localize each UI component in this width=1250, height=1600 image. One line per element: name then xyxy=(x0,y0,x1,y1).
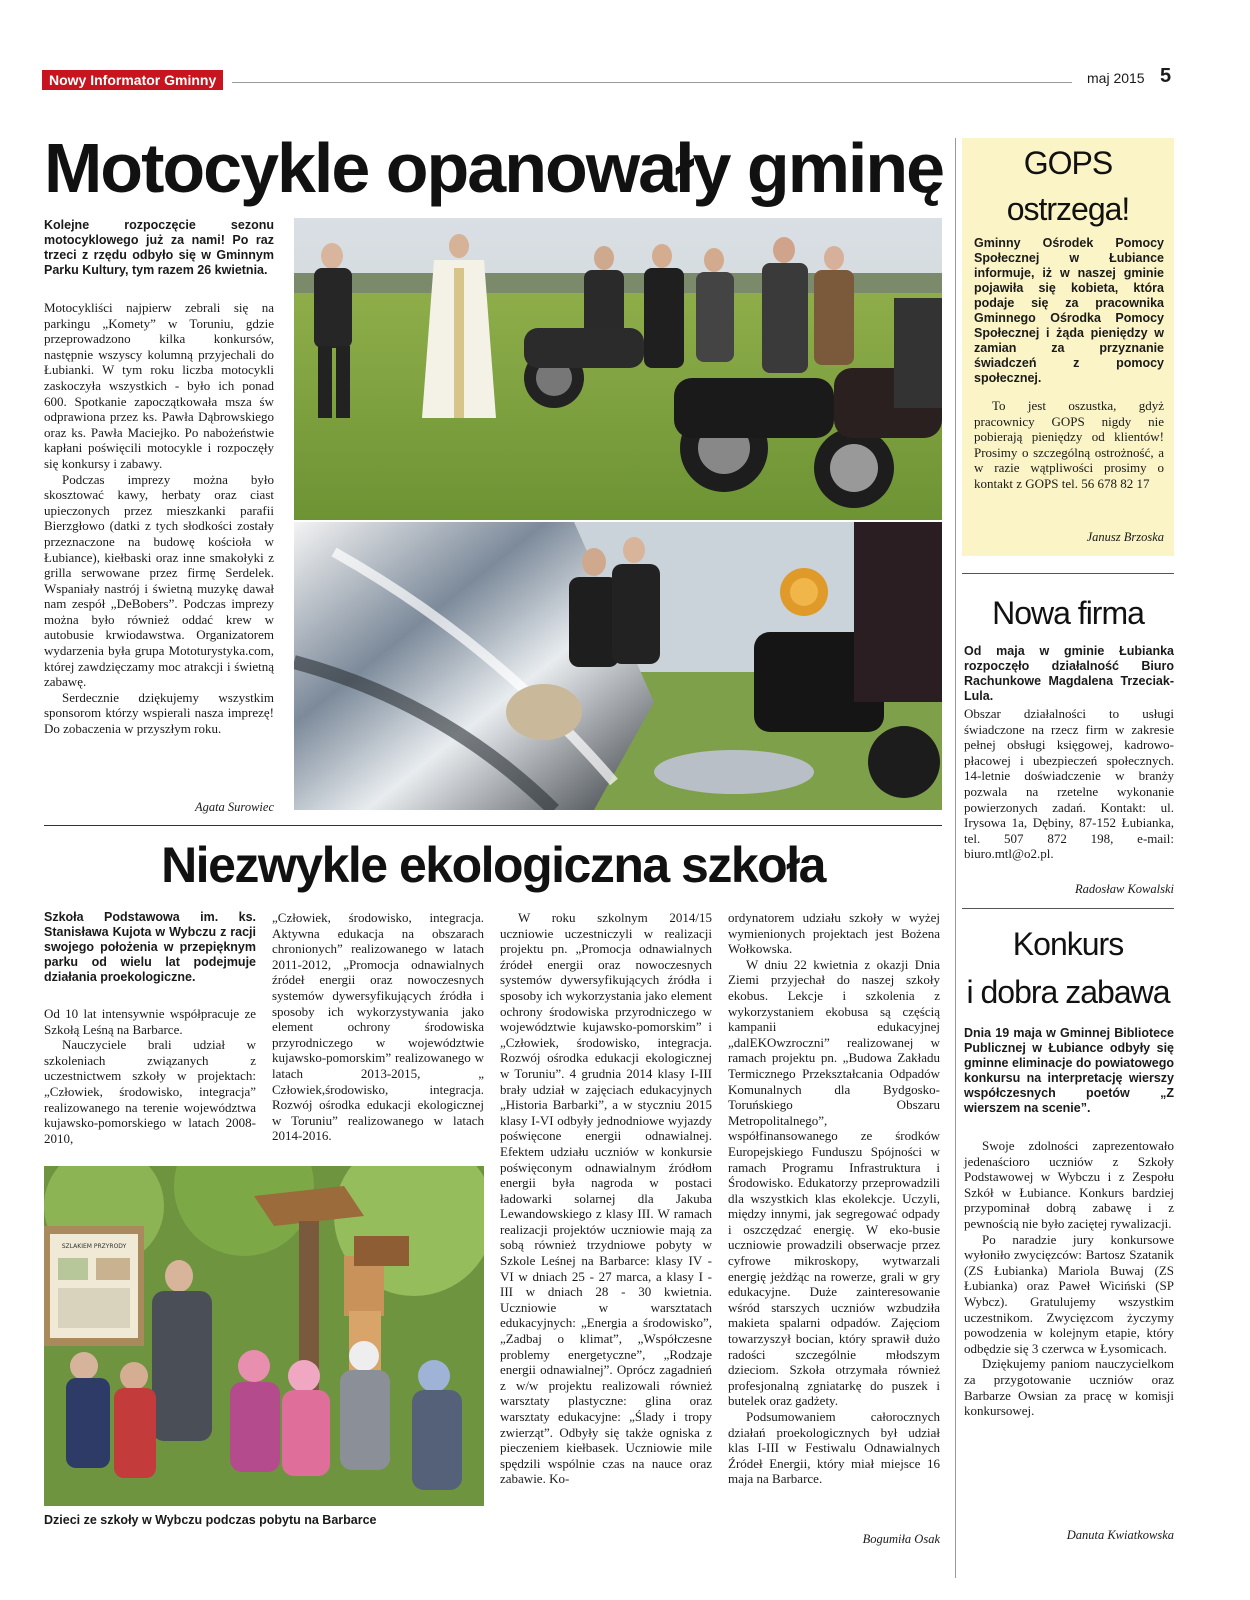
firma-author: Radosław Kowalski xyxy=(1075,882,1174,896)
gops-body xyxy=(974,398,1164,492)
motorcycle-blessing-photo xyxy=(294,218,942,520)
article2-paragraph: „Człowiek, środowisko, integracja. Aktywna edukacja na obszarach chronionych” realizowanego w latach 2011-2012, „Promocja odnawialnych źródeł energii oraz nowoczesnych systemów dywersyfikujących źródła i sposoby ich wykorzystywania jako element ochrony środowiska przyrodniczego w województwie kujawsko-pomorskim” realizowanego w latach 2013-2015, „ Człowiek,środowisko, integracja. Rozwój ośrodka edukacji ekologicznej w Toruniu” realizowanego w latach 2014-2016. xyxy=(272,910,484,1144)
konkurs-title xyxy=(962,920,1174,1016)
konkurs-title-line2: i dobra zabawa xyxy=(966,974,1170,1010)
article-divider xyxy=(44,825,942,826)
konkurs-author: Danuta Kwiatkowska xyxy=(1066,1528,1174,1542)
article1-paragraph: Serdecznie dziękujemy wszystkim sponsorom którzy wspierali nasza imprezę! Do zobaczenia w przyszłym roku. xyxy=(44,689,274,737)
article2-paragraph: Podsumowaniem całorocznych działań proekologicznych był udział klas I-III w Festiwalu Odnawialnych Źródeł Energii, który miał miejsce 16 maja na Barbarce. xyxy=(728,1409,940,1487)
page-number: 5 xyxy=(1160,65,1172,87)
info-board-title: SZLAKIEM PRZYRODY xyxy=(61,1243,127,1250)
gops-title xyxy=(962,140,1174,232)
gops-author: Janusz Brzoska xyxy=(1086,530,1164,544)
photo-caption: Dzieci ze szkoły w Wybczu podczas pobytu na Barbarce xyxy=(44,1513,377,1527)
firma-lead: Od maja w gminie Łubianka rozpoczęło działalność Biuro Rachunkowe Magdalena Trzeciak-Lula. xyxy=(964,644,1174,703)
article2-col4 xyxy=(728,910,940,1487)
article1-paragraph: Motocykliści najpierw zebrali się na parkingu „Komety” w Toruniu, gdzie przeprowadzono kilka konkursów, następnie wszyscy kolumną przyjechali do Łubianki. W tym roku liczba motocykli zaskoczyła wszystkich - było ich ponad 600. Spotkanie zapoczątkowała msza św odprawiona przez ks. Pawła Dąbrowskiego oraz ks. Pawła Maciejko. Po nabożeństwie kapłani poświęcili motocykle i rozpoczęły się konkursy i zabawy. xyxy=(44,300,274,471)
article2-author: Bogumiła Osak xyxy=(862,1532,940,1546)
firma-title: Nowa firma xyxy=(992,595,1144,631)
sidebar-rule xyxy=(962,573,1174,574)
publication-name: Nowy Informator Gminny xyxy=(42,70,223,90)
article2-paragraph: W roku szkolnym 2014/15 uczniowie uczestniczyli w realizacji projektu pn. „Promocja odnawialnych źródeł energii oraz nowoczesnych systemów dywersyfikujących źródła i sposoby ich wykorzystania jako element ochrony środowiska przyrodniczego w województwie kujawsko-pomorskim” i „Człowiek, środowisko, integracja. Rozwój ośrodka edukacji ekologicznej w Toruniu”. 4 grudnia 2014 klasy I-III brały udział w zajęciach edukacyjnych „Historia Barbarki”, a w styczniu 2015 klasy I-VI odbyły jednodniowe wyjazdy poświęcone energii odnawialnej. Efektem udziału uczniów w konkursie poświęconym odnawialnym źródłom energii była nagroda w postaci ładowarki solarnej dla Jakuba Lewandowskiego z klasy III. W ramach realizacji projektów uczniowie mają za sobą również trzydniowe pobyty w Szkole Leśnej na Barbarce: klasy IV - VI w dniach 25 - 27 marca, a klasy I - III w dniach 28 - 30 kwietnia. Uczniowie w warsztatach edukacyjnych: „Energia a środowisko”, „Zadbaj o klimat”, „Współczesne problemy energetyczne”, „Rodzaje energii odnawialnej”. Oprócz zagadnień z w/w projektu realizowali również warsztaty plastyczne: glina oraz warsztaty edukacyjne: „Ślady i tropy zwierząt”. Odbyły się także ogniska z pieczeniem kiełbasek. Uczniowie mile spędzili wspólnie czas na nauce oraz zabawie. Ko- xyxy=(500,910,712,1487)
article2-col3 xyxy=(500,910,712,1487)
article2-paragraph: W dniu 22 kwietnia z okazji Dnia Ziemi przyjechał do naszej szkoły ekobus. Lekcje i szkolenia z wykorzystaniem ekobusa są częścią kampanii edukacyjnej „dalEKOwzroczni” realizowanej w ramach projektu pn. „Budowa Zakładu Termicznego Przekształcania Odpadów Komunalnych dla Bydgosko-Toruńskiego Obszaru Metropolitalnego”, współfinansowanego ze środków Europejskiego Funduszu Spójności w ramach Programu Infrastruktura i Środowisko. Edukatorzy przeprowadzili dla wszystkich klas ekolekcje. Uczyli, między innymi, jak segregować odpady i oszczędzać energię. W eko-busie uczniowie prowadzili obserwacje przez cyfrowe mikroskopy, wytwarzali energię jeżdżąc na rowerze, grali w gry edukacyjne. Duże zainteresowanie wśród starszych uczniów wzbudziła makieta spalarni odpadów. Zajęciom towarzyszył bocian, który sprawił dużo radości szczególnie młodszym dzieciom. Szkoła otrzymała również profesjonalną zgniatarkę do puszek i butelek oraz gadżety. xyxy=(728,956,940,1409)
article2-paragraph: Od 10 lat intensywnie współpracuje ze Szkołą Leśną na Barbarce. xyxy=(44,1006,256,1037)
article2-headline: Niezwykle ekologiczna szkoła xyxy=(161,837,825,893)
article1-lead: Kolejne rozpoczęcie sezonu motocyklowego już za nami! Po raz trzeci z rzędu odbyło się w Gminnym Parku Kultury, tym razem 26 kwietnia. xyxy=(44,218,274,277)
article1-body xyxy=(44,300,274,737)
chrome-motorcycle-photo xyxy=(294,522,942,810)
article2-lead: Szkoła Podstawowa im. ks. Stanisława Kujota w Wybczu z racji swojego położenia w przepięknym parku od wielu lat podejmuje działania proekologiczne. xyxy=(44,910,256,984)
article2-paragraph: ordynatorem udziału szkoły w wyżej wymienionych projektach jest Bożena Wołkowska. xyxy=(728,910,940,957)
gops-title-line2: ostrzega! xyxy=(1006,191,1130,227)
konkurs-body xyxy=(964,1138,1174,1419)
konkurs-paragraph: Swoje zdolności zaprezentowało jedenaścioro uczniów z Szkoły Podstawowej w Wybczu i z Zespołu Szkół w Łubiance. Konkurs bardziej przypominał dobrą zabawę i z pewnością nie było zaciętej rywalizacji. xyxy=(964,1138,1174,1231)
article1-paragraph: Podczas imprezy można było skosztować kawy, herbaty oraz ciast upieczonych przez mieszkanki parafii Bierzgłowo (datki z tych słodkości zostały przeznaczone na budowę kościoła w Łubiance), kiełbaski oraz inne smakołyki z grilla serwowane przez firmę Serdelek. Wspaniały nastrój i świetną muzykę dawał nam zespół „DeBobers”. Podczas imprezy można było również oddać krew w autobusie krwiodawstwa. Organizatorem wydarzenia była grupa Mototurystyka.com, której zawdzięczamy moc atrakcji i świetną zabawę. xyxy=(44,471,274,690)
article2-paragraph: Nauczyciele brali udział w szkoleniach związanych z uczestnictwem szkoły w projektach: „Człowiek, środowisko, integracja” realizowanego na terenie województwa kujawsko-pomorskiego w latach 2008-2010, xyxy=(44,1037,256,1146)
forest-school-photo xyxy=(44,1166,484,1506)
article2-col2 xyxy=(272,910,484,1144)
article1-headline: Motocykle opanowały gminę xyxy=(44,129,944,207)
konkurs-paragraph: Po naradzie jury konkursowe wyłoniło zwycięzców: Bartosz Szatanik (ZS Łubianka) Mariola Buwaj (ZS Łubianka) oraz Paweł Wiciński (SP Wybcz). Gratulujemy wszystkim uczestnikom. Zwycięzcom życzymy powodzenia w kolejnym etapie, który odbędzie się 3 czerwca w Łysomicach. xyxy=(964,1231,1174,1356)
sidebar-rule xyxy=(962,908,1174,909)
issue-date: maj 2015 xyxy=(1087,70,1145,86)
firma-body xyxy=(964,706,1174,862)
gops-title-line1: GOPS xyxy=(1023,145,1113,181)
konkurs-title-line1: Konkurs xyxy=(1012,926,1124,962)
sidebar-divider xyxy=(955,138,956,1578)
gops-paragraph: To jest oszustka, gdyż pracownicy GOPS nigdy nie pobierają pieniędzy od klientów! Prosimy o szczególną ostrożność, a w razie wątpliwości prosimy o kontakt z GOPS tel. 56 678 82 17 xyxy=(974,398,1164,491)
konkurs-paragraph: Dziękujemy paniom nauczycielkom za przygotowanie uczniów oraz Barbarze Owsian za pracę w komisji konkursowej. xyxy=(964,1356,1174,1419)
header-rule xyxy=(232,82,1072,83)
article1-author: Agata Surowiec xyxy=(194,800,274,814)
gops-lead: Gminny Ośrodek Pomocy Społecznej w Łubiance informuje, iż w naszej gminie pojawiła się kobieta, która podaje się za pracownika Gminnego Ośrodka Pomocy Społecznej i żąda pieniędzy w zamian za przyznanie świadczeń z pomocy społecznej. xyxy=(974,236,1164,385)
firma-paragraph: Obszar działalności to usługi świadczone na rzecz firm w zakresie pełnej obsługi księgowej, kadrowo-płacowej i ubezpieczeń społecznych. 14-letnie doświadczenie w branży pozwala na rzetelne wykonanie powierzonych zadań. Kontakt: ul. Irysowa 1a, Dębiny, 87-152 Łubianka, tel. 507 872 198, e-mail: biuro.mtl@o2.pl. xyxy=(964,706,1174,862)
konkurs-lead: Dnia 19 maja w Gminnej Bibliotece Publicznej w Łubiance odbyły się gminne eliminacje do powiatowego konkursu na interpretację wierszy współczesnych poetów „Z wierszem na scenie”. xyxy=(964,1026,1174,1115)
article2-col1 xyxy=(44,1006,256,1146)
